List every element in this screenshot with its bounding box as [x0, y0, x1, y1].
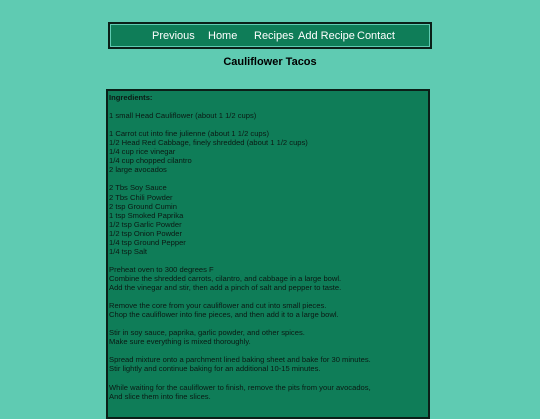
recipe-line: 1 tsp Smoked Paprika	[109, 210, 184, 220]
recipe-line	[109, 120, 427, 129]
recipe-line: 1/2 Head Red Cabbage, finely shredded (about 1 1/2 cups)	[109, 138, 308, 148]
recipe-line: 1/4 cup chopped cilantro	[109, 156, 192, 166]
recipe-line: Combine the shredded carrots, cilantro, and cabbage in a large bowl.	[109, 273, 342, 283]
recipe-line: Spread mixture onto a parchment lined baking sheet and bake for 30 minutes.	[109, 355, 371, 365]
recipe-line	[109, 373, 427, 382]
top-navigation	[108, 22, 432, 49]
recipe-line: While waiting for the cauliflower to finish, remove the pits from your avocados,	[109, 382, 371, 392]
nav-link-add-recipe[interactable]: Add Recipe	[298, 30, 355, 42]
recipe-line: And slice them into fine slices.	[109, 391, 211, 401]
recipe-line	[109, 346, 427, 355]
recipe-line	[109, 256, 427, 265]
recipe-line	[109, 102, 427, 111]
recipe-line: Remove the core from your cauliflower and cut into small pieces.	[109, 301, 327, 311]
nav-link-recipes[interactable]: Recipes	[254, 30, 294, 42]
recipe-line: 1/4 cup rice vinegar	[109, 147, 176, 157]
recipe-line: Stir lightly and continue baking for an additional 10-15 minutes.	[109, 364, 321, 374]
recipe-line: 2 Tbs Soy Sauce	[109, 183, 167, 193]
recipe-line	[109, 292, 427, 301]
recipe-line: Preheat oven to 300 degrees F	[109, 264, 214, 274]
ingredients-heading: Ingredients:	[109, 93, 153, 102]
recipe-line: 1/4 tsp Salt	[109, 246, 147, 256]
nav-link-home[interactable]: Home	[208, 30, 238, 42]
recipe-line: 1/4 tsp Ground Pepper	[109, 237, 186, 247]
nav-link-previous[interactable]: Previous	[152, 30, 195, 42]
recipe-line: Make sure everything is mixed thoroughly.	[109, 337, 251, 347]
page-title: Cauliflower Tacos	[223, 56, 317, 68]
recipe-line: 1 small Head Cauliflower (about 1 1/2 cups)	[109, 111, 257, 121]
recipe-line: 2 large avocados	[109, 165, 167, 175]
recipe-line: 2 tsp Ground Cumin	[109, 201, 177, 211]
recipe-line: 2 Tbs Chili Powder	[109, 192, 173, 202]
recipe-line: 1/2 tsp Onion Powder	[109, 228, 183, 238]
recipe-line: Chop the cauliflower into fine pieces, and then add it to a large bowl.	[109, 310, 339, 320]
recipe-content	[106, 89, 430, 419]
recipe-line	[109, 319, 427, 328]
recipe-line: 1 Carrot cut into fine julienne (about 1 1/2 cups)	[109, 129, 269, 139]
recipe-line: Add the vinegar and stir, then add a pinch of salt and pepper to taste.	[109, 282, 342, 292]
recipe-line: Stir in soy sauce, paprika, garlic powder, and other spices.	[109, 328, 305, 338]
recipe-line	[109, 174, 427, 183]
nav-link-contact[interactable]: Contact	[357, 30, 395, 42]
recipe-line: 1/2 tsp Garlic Powder	[109, 219, 182, 229]
